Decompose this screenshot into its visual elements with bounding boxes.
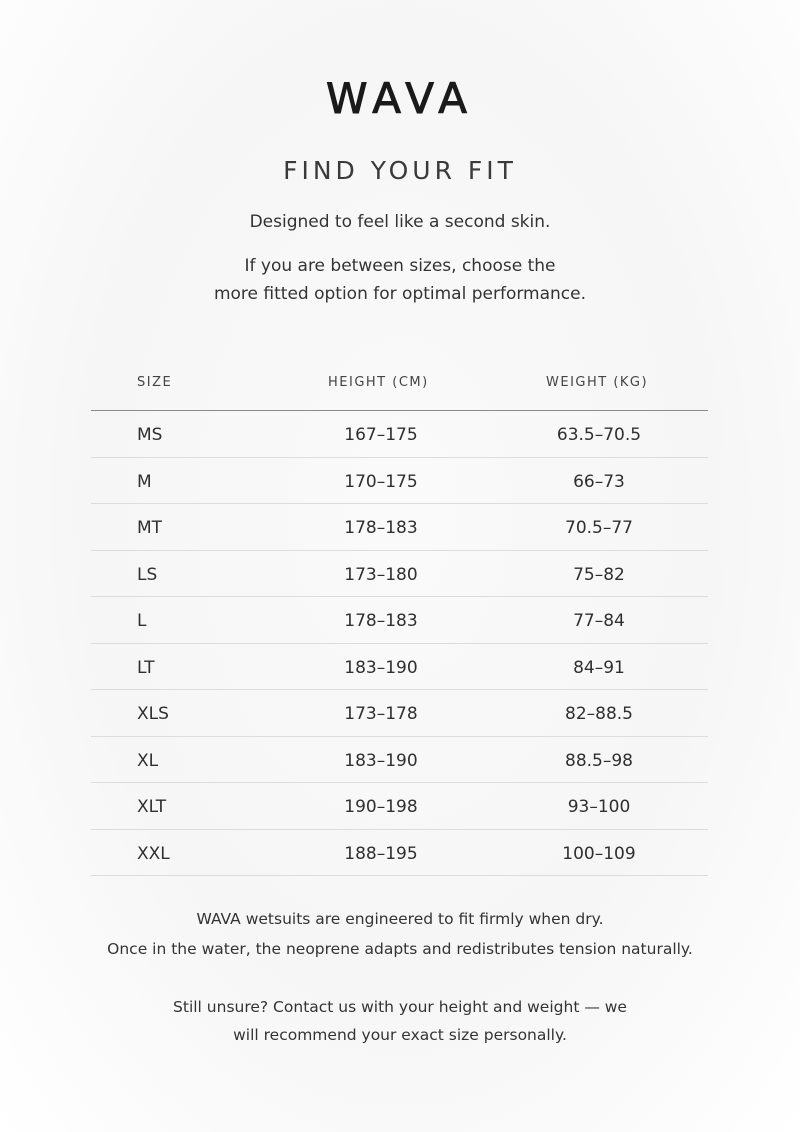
cell-weight: 75–82 xyxy=(573,564,625,585)
intro-sizing-advice-line-1: If you are between sizes, choose the xyxy=(244,256,556,276)
intro-sizing-advice xyxy=(0,252,800,308)
cell-height: 170–175 xyxy=(344,471,418,492)
cell-size: MS xyxy=(137,425,163,445)
cell-size: LT xyxy=(137,657,155,678)
cell-weight: 100–109 xyxy=(562,843,636,864)
intro-sizing-advice-line-2: more fitted option for optimal performance. xyxy=(213,284,587,304)
brand-logo: WAVA xyxy=(325,74,475,123)
table-row xyxy=(91,551,708,598)
cell-weight: 63.5–70.5 xyxy=(556,425,642,445)
cell-height: 167–175 xyxy=(344,425,418,445)
intro-tagline: Designed to feel like a second skin. xyxy=(249,212,551,232)
contact-note-line-1: Still unsure? Contact us with your height and weight — we xyxy=(173,998,627,1016)
table-row xyxy=(91,783,708,830)
page-title: FIND YOUR FIT xyxy=(283,156,517,185)
cell-weight: 93–100 xyxy=(567,797,631,817)
header-height: HEIGHT (CM) xyxy=(328,375,429,390)
table-row xyxy=(91,690,708,737)
cell-height: 178–183 xyxy=(344,518,418,538)
table-row xyxy=(91,830,708,877)
cell-height: 190–198 xyxy=(344,797,418,817)
table-row xyxy=(91,504,708,551)
cell-weight: 66–73 xyxy=(573,471,625,492)
cell-size: LS xyxy=(137,564,158,585)
contact-note-line-2: will recommend your exact size personally. xyxy=(233,1026,567,1044)
contact-note xyxy=(0,993,800,1049)
header-weight: WEIGHT (KG) xyxy=(546,375,649,390)
cell-height: 178–183 xyxy=(344,611,418,631)
cell-weight: 84–91 xyxy=(573,657,625,678)
size-table xyxy=(91,362,708,876)
cell-size: XLT xyxy=(137,797,167,817)
fit-note xyxy=(0,904,800,964)
cell-height: 188–195 xyxy=(344,843,418,864)
table-row xyxy=(91,737,708,784)
table-row xyxy=(91,458,708,505)
cell-size: L xyxy=(137,611,147,631)
cell-weight: 88.5–98 xyxy=(565,750,633,771)
cell-weight: 77–84 xyxy=(573,611,625,631)
cell-weight: 70.5–77 xyxy=(565,518,633,538)
cell-weight: 82–88.5 xyxy=(565,704,633,724)
table-row xyxy=(91,411,708,458)
cell-size: XXL xyxy=(137,843,170,864)
table-row xyxy=(91,597,708,644)
cell-size: XL xyxy=(137,750,159,771)
fit-note-line-1: WAVA wetsuits are engineered to fit firmly when dry. xyxy=(196,910,604,928)
cell-height: 173–178 xyxy=(344,704,418,724)
fit-note-line-2: Once in the water, the neoprene adapts and redistributes tension naturally. xyxy=(107,940,693,958)
cell-height: 183–190 xyxy=(344,750,418,771)
cell-height: 183–190 xyxy=(344,657,418,678)
table-row xyxy=(91,644,708,691)
cell-size: M xyxy=(137,471,152,492)
cell-size: MT xyxy=(137,518,163,538)
cell-height: 173–180 xyxy=(344,564,418,585)
size-table-header xyxy=(91,362,708,411)
cell-size: XLS xyxy=(137,704,169,724)
header-size: SIZE xyxy=(137,375,173,390)
